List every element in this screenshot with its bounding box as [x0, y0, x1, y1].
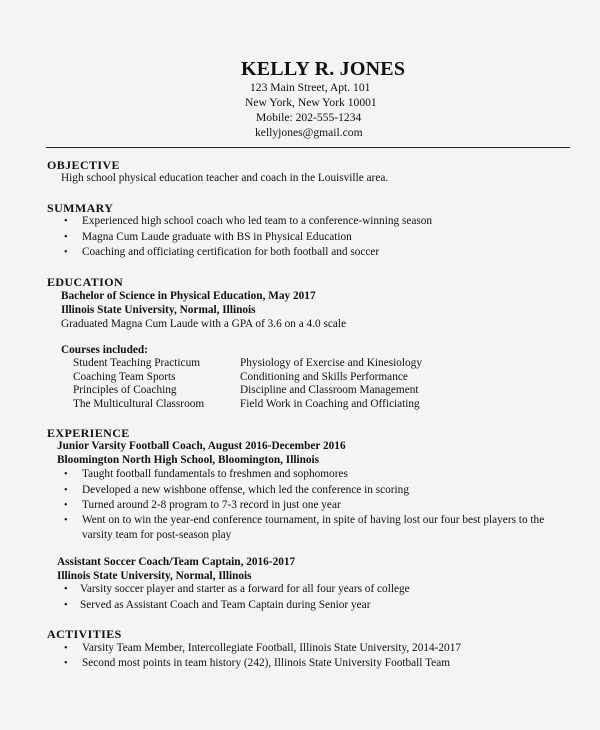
job-item: Developed a new wishbone offense, which led the conference in scoring: [82, 484, 409, 496]
course-item: Principles of Coaching: [73, 384, 177, 396]
education-heading: EDUCATION: [47, 275, 124, 289]
course-item: Student Teaching Practicum: [73, 357, 201, 369]
bullet-icon: •: [64, 643, 68, 654]
job-item: Turned around 2-8 program to 7-3 record in just one year: [82, 499, 341, 511]
bullet-icon: •: [64, 658, 68, 669]
summary-heading: SUMMARY: [47, 201, 114, 215]
school-line: Illinois State University, Normal, Illinois: [61, 304, 256, 316]
job-item: Went on to win the year-end conference tournament, in spite of having lost our four best players to the: [82, 514, 545, 526]
bullet-icon: •: [64, 232, 68, 243]
job-item-continuation: varsity team for post-season play: [82, 529, 232, 541]
bullet-icon: •: [64, 216, 68, 227]
candidate-name: KELLY R. JONES: [241, 58, 406, 80]
activity-item: Second most points in team history (242), Illinois State University Football Team: [82, 657, 450, 669]
job-item: Taught football fundamentals to freshmen and sophomores: [82, 468, 348, 480]
objective-text: High school physical education teacher and coach in the Louisville area.: [61, 172, 389, 184]
degree-line: Bachelor of Science in Physical Education, May 2017: [61, 290, 316, 302]
summary-item: Coaching and officiating certification for both football and soccer: [82, 246, 380, 258]
course-item: Field Work in Coaching and Officiating: [240, 398, 420, 410]
activity-item: Varsity Team Member, Intercollegiate Football, Illinois State University, 2014-2017: [82, 642, 462, 654]
courses-heading: Courses included:: [61, 344, 148, 356]
job-item: Served as Assistant Coach and Team Captain during Senior year: [80, 599, 371, 611]
course-item: The Multicultural Classroom: [73, 398, 205, 410]
course-item: Discipline and Classroom Management: [240, 384, 419, 396]
bullet-icon: •: [64, 247, 68, 258]
bullet-icon: •: [64, 584, 68, 595]
course-item: Coaching Team Sports: [73, 371, 176, 383]
bullet-icon: •: [64, 485, 68, 496]
bullet-icon: •: [64, 500, 68, 511]
course-item: Conditioning and Skills Performance: [240, 371, 408, 383]
job-title: Assistant Soccer Coach/Team Captain, 2016-2017: [57, 556, 296, 568]
address-line: 123 Main Street, Apt. 101: [250, 81, 371, 94]
email-line: kellyjones@gmail.com: [255, 126, 363, 139]
experience-heading: EXPERIENCE: [47, 426, 130, 440]
job-item: Varsity soccer player and starter as a forward for all four years of college: [80, 583, 410, 595]
course-item: Physiology of Exercise and Kinesiology: [240, 357, 422, 369]
bullet-icon: •: [64, 600, 68, 611]
job-org: Bloomington North High School, Bloomington, Illinois: [57, 454, 320, 466]
job-title: Junior Varsity Football Coach, August 2016-December 2016: [57, 440, 346, 452]
mobile-line: Mobile: 202-555-1234: [256, 111, 362, 124]
job-org: Illinois State University, Normal, Illinois: [57, 570, 252, 582]
gpa-line: Graduated Magna Cum Laude with a GPA of 3.6 on a 4.0 scale: [61, 318, 347, 330]
city-line: New York, New York 10001: [245, 96, 377, 109]
activities-heading: ACTIVITIES: [47, 627, 122, 641]
summary-item: Experienced high school coach who led team to a conference-winning season: [82, 215, 433, 227]
summary-item: Magna Cum Laude graduate with BS in Physical Education: [82, 231, 352, 243]
header-divider: [46, 147, 570, 148]
bullet-icon: •: [64, 469, 68, 480]
bullet-icon: •: [64, 515, 68, 526]
objective-heading: OBJECTIVE: [47, 158, 120, 172]
